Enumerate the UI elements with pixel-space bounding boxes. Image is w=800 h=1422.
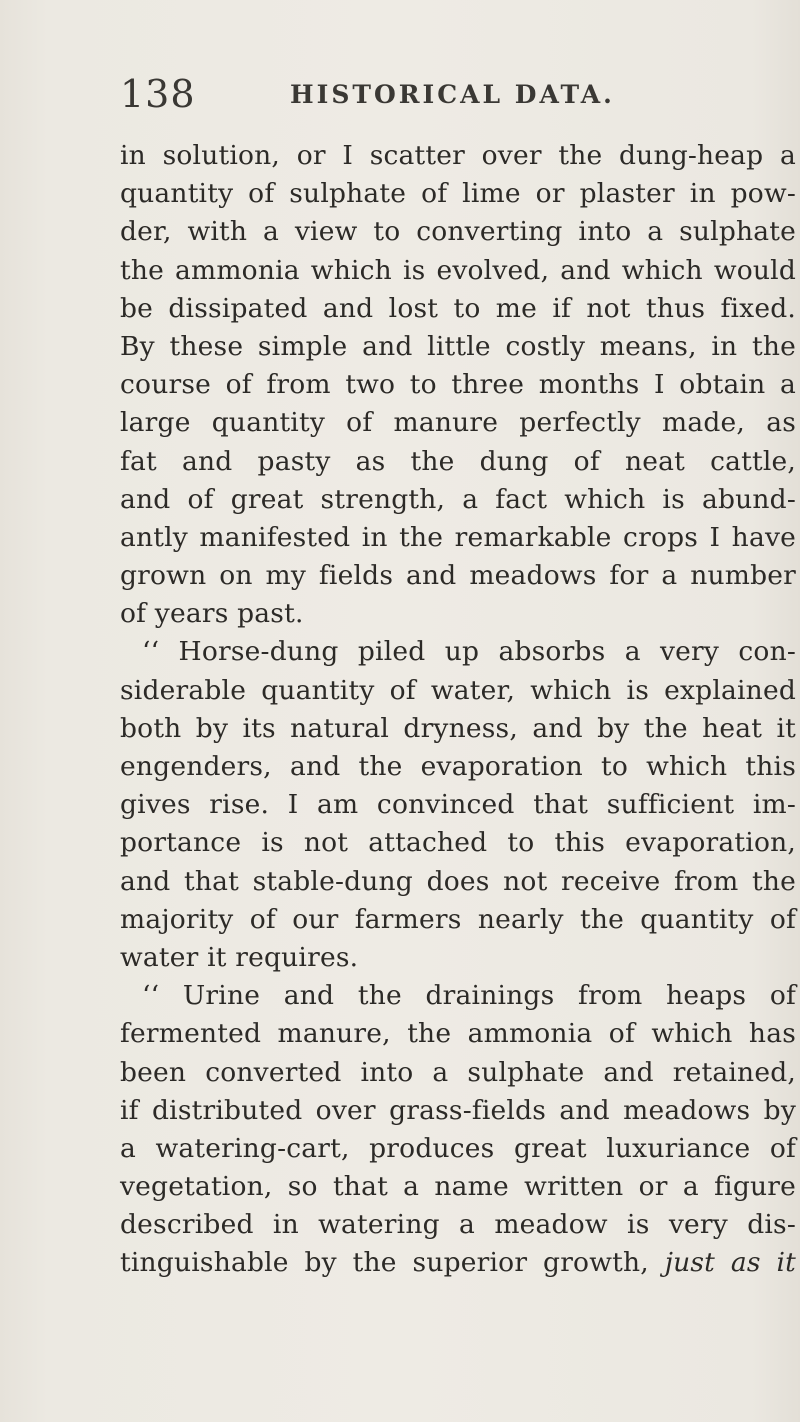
page-number: 138 xyxy=(120,72,196,116)
final-line-italic: just as it xyxy=(664,1247,797,1279)
text-line: described in watering a meadow is very dis- xyxy=(120,1209,796,1241)
text-line: vegetation, so that a name written or a figure xyxy=(120,1171,796,1203)
text-line: and that stable-dung does not receive from the xyxy=(120,865,796,897)
text-line: in solution, or I scatter over the dung-heap a xyxy=(120,140,796,171)
text-line-final xyxy=(120,1244,796,1282)
text-line: been converted into a sulphate and retained, xyxy=(120,1056,796,1088)
running-head: HISTORICAL DATA. xyxy=(290,80,615,109)
text-line: and of great strength, a fact which is abund- xyxy=(120,483,796,515)
text-line: of years past. xyxy=(120,598,304,630)
text-line: quantity of sulphate of lime or plaster in pow- xyxy=(120,178,796,210)
text-line: fermented manure, the ammonia of which has xyxy=(120,1018,796,1050)
text-line: der, with a view to converting into a sulphate xyxy=(120,216,796,248)
text-line: both by its natural dryness, and by the heat it xyxy=(120,712,796,744)
text-line: a watering-cart, produces great luxuriance of xyxy=(120,1132,796,1164)
text-line: engenders, and the evaporation to which this xyxy=(120,751,796,782)
text-line: gives rise. I am convinced that sufficient im- xyxy=(120,789,796,821)
text-line: be dissipated and lost to me if not thus fixed. xyxy=(120,292,796,324)
text-line: course of from two to three months I obtain a xyxy=(120,369,796,401)
text-line: majority of our farmers nearly the quantity of xyxy=(120,903,796,935)
text-line: portance is not attached to this evaporation, xyxy=(120,827,796,859)
text-line: the ammonia which is evolved, and which would xyxy=(120,254,796,286)
paragraph-start-line: ‘‘ Horse-dung piled up absorbs a very con- xyxy=(142,636,796,668)
text-line: if distributed over grass-fields and meadows by xyxy=(120,1094,796,1126)
text-line: grown on my fields and meadows for a number xyxy=(120,560,796,592)
text-line: siderable quantity of water, which is explained xyxy=(120,674,796,706)
text-line: By these simple and little costly means, in the xyxy=(120,330,796,362)
body-text xyxy=(120,137,796,1283)
text-line: antly manifested in the remarkable crops I have xyxy=(120,521,796,553)
paragraph-start-line: ‘‘ Urine and the drainings from heaps of xyxy=(142,980,796,1012)
page-header xyxy=(120,72,760,116)
text-line: large quantity of manure perfectly made, as xyxy=(120,407,796,439)
text-line: water it requires. xyxy=(120,941,359,973)
final-line-text: tinguishable by the superior growth, xyxy=(120,1247,649,1279)
text-line: fat and pasty as the dung of neat cattle, xyxy=(120,445,796,477)
